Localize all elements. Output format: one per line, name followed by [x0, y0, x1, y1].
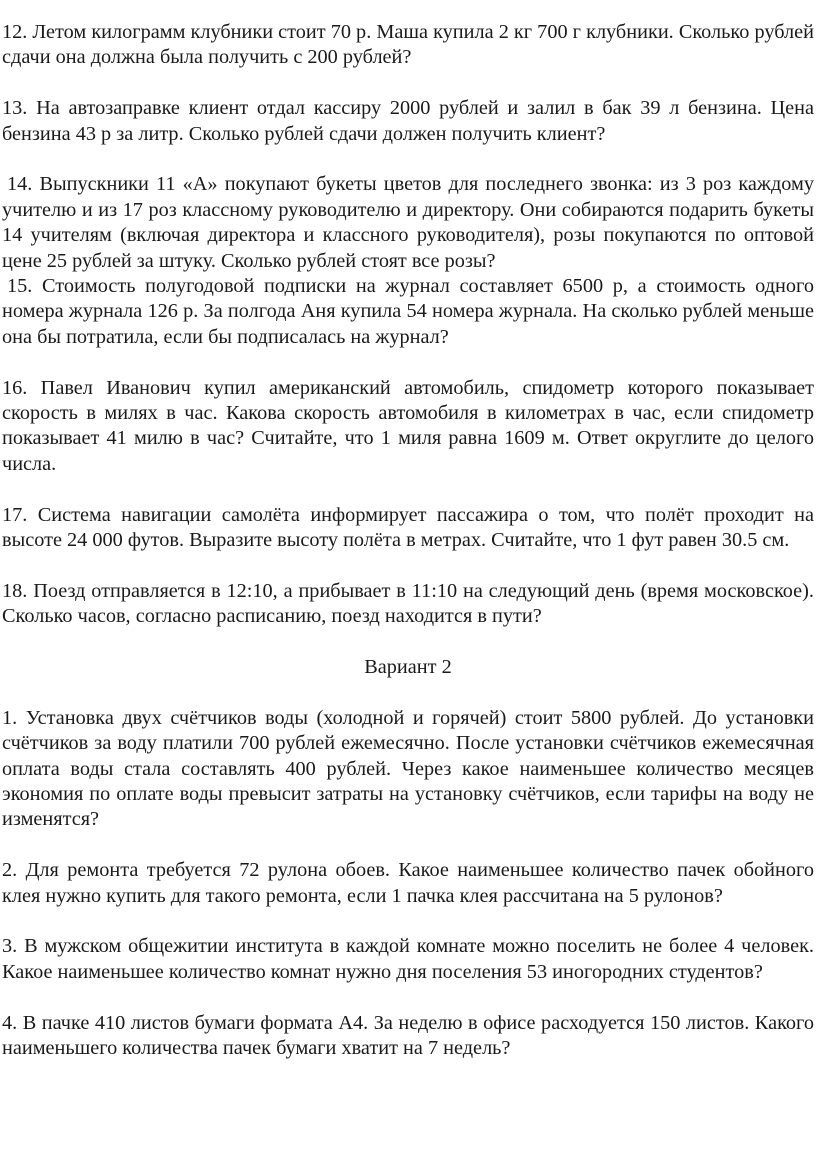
problem-v2-1: 1. Установка двух счётчиков воды (холодной и горячей) стоит 5800 рублей. До установки счётчиков за воду платили 700 рублей ежемесячно. После установки счётчиков ежемесячная оплата воды стала составлять 400 рублей. Через какое наименьшее количество месяцев экономия по оплате воды превысит затраты на установку счётчиков, если тарифы на воду не изменятся? [2, 706, 814, 831]
spacer [2, 985, 814, 1010]
problem-14: 14. Выпускники 11 «А» покупают букеты цветов для последнего звонка: из 3 роз каждому учителю и из 17 роз классному руководителю и директору. Они собираются подарить букеты 14 учителям (включая директора и классного руководителя), розы покупаются по оптовой цене 25 рублей за штуку. Сколько рублей стоят все розы? [2, 173, 814, 272]
spacer [2, 477, 814, 502]
problem-v2-3: 3. В мужском общежитии института в каждой комнате можно поселить не более 4 человек. Какое наименьшее количество комнат нужно дня поселения 53 иногородних студентов? [2, 935, 814, 983]
spacer [2, 71, 814, 96]
problem-13: 13. На автозаправке клиент отдал кассиру 2000 рублей и залил в бак 39 л бензина. Цена бензина 43 р за литр. Сколько рублей сдачи должен получить клиент? [2, 97, 814, 145]
problem-v2-4: 4. В пачке 410 листов бумаги формата А4. За неделю в офисе расходуется 150 листов. Какого наименьшего количества пачек бумаги хватит на 7 недель? [2, 1011, 814, 1060]
problem-18: 18. Поезд отправляется в 12:10, а прибывает в 11:10 на следующий день (время московское). Сколько часов, согласно расписанию, поезд находится в пути? [2, 579, 814, 628]
spacer [2, 630, 814, 655]
variant-2-heading: Вариант 2 [364, 656, 452, 679]
problem-12: 12. Летом килограмм клубники стоит 70 р. Маша купила 2 кг 700 г клубники. Сколько рублей сдачи она должна была получить с 200 рублей? [2, 21, 814, 69]
problem-v2-2: 2. Для ремонта требуется 72 рулона обоев. Какое наименьшее количество пачек обойного клея нужно купить для такого ремонта, если 1 пачка клея рассчитана на 5 рулонов? [2, 859, 814, 907]
spacer [2, 909, 814, 934]
spacer [2, 147, 814, 172]
spacer [2, 680, 814, 705]
spacer [2, 350, 814, 375]
problem-17: 17. Система навигации самолёта информирует пассажира о том, что полёт проходит на высоте 24 000 футов. Выразите высоту полёта в метрах. Считайте, что 1 фут равен 30.5 см. [2, 503, 814, 552]
spacer [2, 833, 814, 858]
problem-16: 16. Павел Иванович купил американский автомобиль, спидометр которого показывает скорость в милях в час. Какова скорость автомобиля в километрах в час, если спидометр показывает 41 милю в час? Считайте, что 1 миля равна 1609 м. Ответ округлите до целого числа. [2, 376, 814, 475]
problem-15: 15. Стоимость полугодовой подписки на журнал составляет 6500 р, а стоимость одного номера журнала 126 р. За полгода Аня купила 54 номера журнала. На сколько рублей меньше она бы потратила, если бы подписалась на журнал? [2, 275, 814, 348]
spacer [2, 553, 814, 578]
